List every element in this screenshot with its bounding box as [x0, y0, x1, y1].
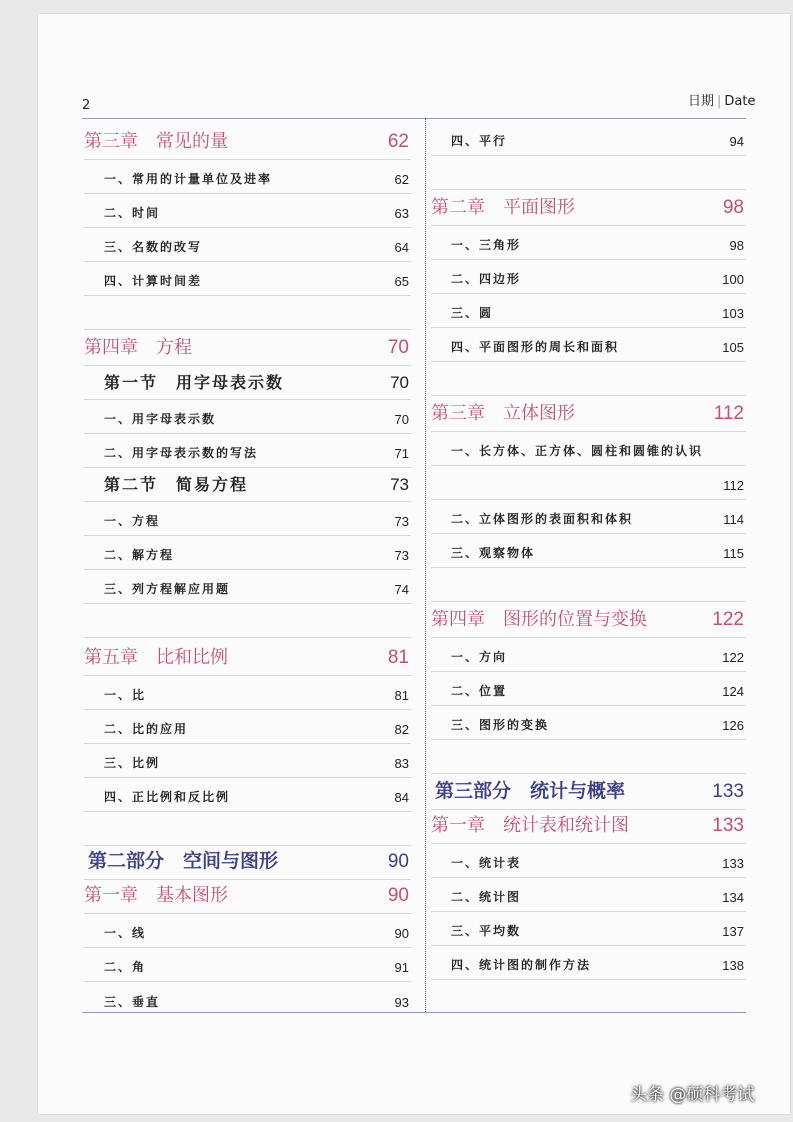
toc-title: 一、三角形 [451, 238, 522, 252]
toc-page: 90 [387, 851, 409, 872]
toc-title: 三、平均数 [451, 924, 522, 938]
toc-item [84, 778, 411, 812]
toc-title: 二、解方程 [104, 548, 175, 562]
toc-item [431, 844, 746, 878]
watermark: 头条 @硕科考试 [630, 1085, 755, 1105]
toc-page: 126 [722, 718, 744, 733]
toc-page: 70 [387, 337, 409, 358]
toc-item [84, 400, 411, 434]
toc-title: 二、时间 [104, 206, 161, 220]
toc-title: 二、位置 [451, 684, 508, 698]
toc-chapter [84, 880, 411, 914]
toc-page: 65 [394, 274, 409, 289]
toc-item [84, 262, 411, 296]
toc-title: 三、观察物体 [451, 546, 536, 560]
toc-page: 105 [722, 340, 744, 355]
toc-title: 第四章 方程 [84, 337, 192, 358]
toc-item [431, 672, 746, 706]
top-rule [82, 118, 746, 119]
toc-title: 第二部分 空间与图形 [88, 850, 279, 872]
toc-title: 四、正比例和反比例 [104, 790, 231, 804]
toc-title: 三、图形的变换 [451, 718, 550, 732]
toc-title: 二、用字母表示数的写法 [104, 446, 259, 460]
toc-title: 一、方程 [104, 514, 161, 528]
toc-page: 83 [394, 756, 409, 771]
toc-page: 82 [394, 722, 409, 737]
toc-page: 138 [722, 958, 744, 973]
toc-title: 四、平面图形的周长和面积 [451, 340, 620, 354]
toc-title: 一、方向 [451, 650, 508, 664]
toc-title: 第五章 比和比例 [84, 647, 228, 668]
toc-title: 二、四边形 [451, 272, 522, 286]
toc-page: 112 [713, 403, 744, 424]
toc-title: 第三章 常见的量 [84, 131, 228, 152]
toc-title: 第一节 用字母表示数 [104, 373, 285, 392]
toc-title: 第二章 平面图形 [431, 197, 575, 218]
toc-item [431, 328, 746, 362]
toc-title: 三、比例 [104, 756, 161, 770]
toc-item [84, 744, 411, 778]
toc-title: 三、垂直 [104, 995, 161, 1009]
toc-page: 98 [722, 197, 744, 218]
toc-item [431, 122, 746, 156]
toc-title: 三、列方程解应用题 [104, 582, 231, 596]
toc-item [431, 706, 746, 740]
toc-title: 四、统计图的制作方法 [451, 958, 592, 972]
toc-item [84, 502, 411, 536]
toc-item [431, 946, 746, 980]
toc-title: 二、比的应用 [104, 722, 189, 736]
toc-chapter [84, 126, 411, 160]
toc-title: 二、立体图形的表面积和体积 [451, 512, 634, 526]
toc-page: 112 [723, 478, 744, 493]
toc-item [84, 676, 411, 710]
toc-page: 70 [394, 412, 409, 427]
toc-part [431, 776, 746, 810]
toc-section [84, 468, 411, 502]
toc-item [431, 260, 746, 294]
toc-page: 81 [394, 688, 409, 703]
toc-page: 133 [712, 781, 744, 802]
toc-page: 91 [394, 960, 409, 975]
toc-item [84, 570, 411, 604]
toc-blank-row [431, 740, 746, 774]
toc-page: 71 [394, 446, 409, 461]
toc-title: 第四章 图形的位置与变换 [431, 609, 647, 630]
toc-page: 70 [390, 373, 409, 392]
toc-title: 一、长方体、正方体、圆柱和圆锥的认识 [451, 444, 704, 458]
date-cn: 日期 [688, 94, 715, 109]
toc-page: 114 [723, 512, 744, 527]
toc-item [84, 194, 411, 228]
toc-page: 94 [729, 134, 744, 149]
toc-blank-row [84, 812, 411, 846]
toc-item-continued [431, 466, 746, 500]
date-separator: | [717, 94, 722, 109]
toc-part [84, 846, 411, 880]
toc-blank-row [431, 568, 746, 602]
toc-item [431, 294, 746, 328]
toc-title: 第一章 统计表和统计图 [431, 815, 629, 836]
toc-title: 三、名数的改写 [104, 240, 203, 254]
toc-item [431, 638, 746, 672]
toc-page: 124 [722, 684, 744, 699]
toc-page: 90 [394, 926, 409, 941]
toc-item [84, 160, 411, 194]
toc-page: 74 [394, 582, 409, 597]
toc-page: 73 [394, 514, 409, 529]
toc-chapter [84, 332, 411, 366]
toc-title: 第一章 基本图形 [84, 885, 228, 906]
toc-page: 93 [394, 995, 409, 1010]
toc-page: 103 [722, 306, 744, 321]
toc-page: 63 [394, 206, 409, 221]
toc-page: 73 [390, 475, 409, 494]
toc-blank-row [84, 296, 411, 330]
toc-page: 62 [394, 172, 409, 187]
toc-blank-row [431, 156, 746, 190]
toc-item [84, 948, 411, 982]
toc-page: 122 [722, 650, 744, 665]
toc-item [431, 226, 746, 260]
toc-page: 98 [729, 238, 744, 253]
toc-item [84, 914, 411, 948]
page-number: 2 [82, 98, 91, 113]
toc-item [431, 500, 746, 534]
toc-page: 133 [722, 856, 744, 871]
toc-item [431, 878, 746, 912]
toc-title: 四、计算时间差 [104, 274, 203, 288]
toc-title: 第二节 简易方程 [104, 475, 249, 494]
toc-title: 一、比 [104, 688, 147, 702]
toc-page: 137 [722, 924, 744, 939]
toc-page: 115 [723, 546, 744, 561]
toc-page: 64 [394, 240, 409, 255]
toc-title: 四、平行 [451, 134, 508, 148]
toc-chapter [431, 398, 746, 432]
toc-title: 一、常用的计量单位及进率 [104, 172, 273, 186]
column-divider [425, 118, 426, 1012]
toc-page: 100 [722, 272, 744, 287]
toc-item [431, 534, 746, 568]
toc-chapter [431, 604, 746, 638]
toc-page: 84 [394, 790, 409, 805]
toc-page: 73 [394, 548, 409, 563]
toc-item [84, 710, 411, 744]
toc-title: 一、用字母表示数 [104, 412, 217, 426]
toc-blank-row [84, 604, 411, 638]
toc-title: 一、统计表 [451, 856, 522, 870]
toc-page: 90 [387, 885, 409, 906]
toc-page: 81 [387, 647, 409, 668]
toc-page: 62 [387, 131, 409, 152]
toc-title: 一、线 [104, 926, 147, 940]
toc-item [84, 434, 411, 468]
toc-item [431, 912, 746, 946]
toc-item [84, 536, 411, 570]
toc-item [84, 228, 411, 262]
toc-title: 二、角 [104, 960, 147, 974]
toc-chapter [84, 642, 411, 676]
toc-page: 134 [722, 890, 744, 905]
toc-chapter [431, 192, 746, 226]
toc-blank-row [431, 362, 746, 396]
toc-title: 第三部分 统计与概率 [435, 780, 626, 802]
toc-chapter [431, 810, 746, 844]
toc-title: 二、统计图 [451, 890, 522, 904]
toc-item [431, 432, 746, 466]
toc-item [84, 982, 411, 1016]
toc-page: 122 [712, 609, 744, 630]
date-en: Date [724, 94, 756, 109]
toc-page: 133 [712, 815, 744, 836]
toc-title: 三、圆 [451, 306, 494, 320]
toc-title: 第三章 立体图形 [431, 403, 575, 424]
toc-section [84, 366, 411, 400]
date-label [688, 90, 755, 109]
